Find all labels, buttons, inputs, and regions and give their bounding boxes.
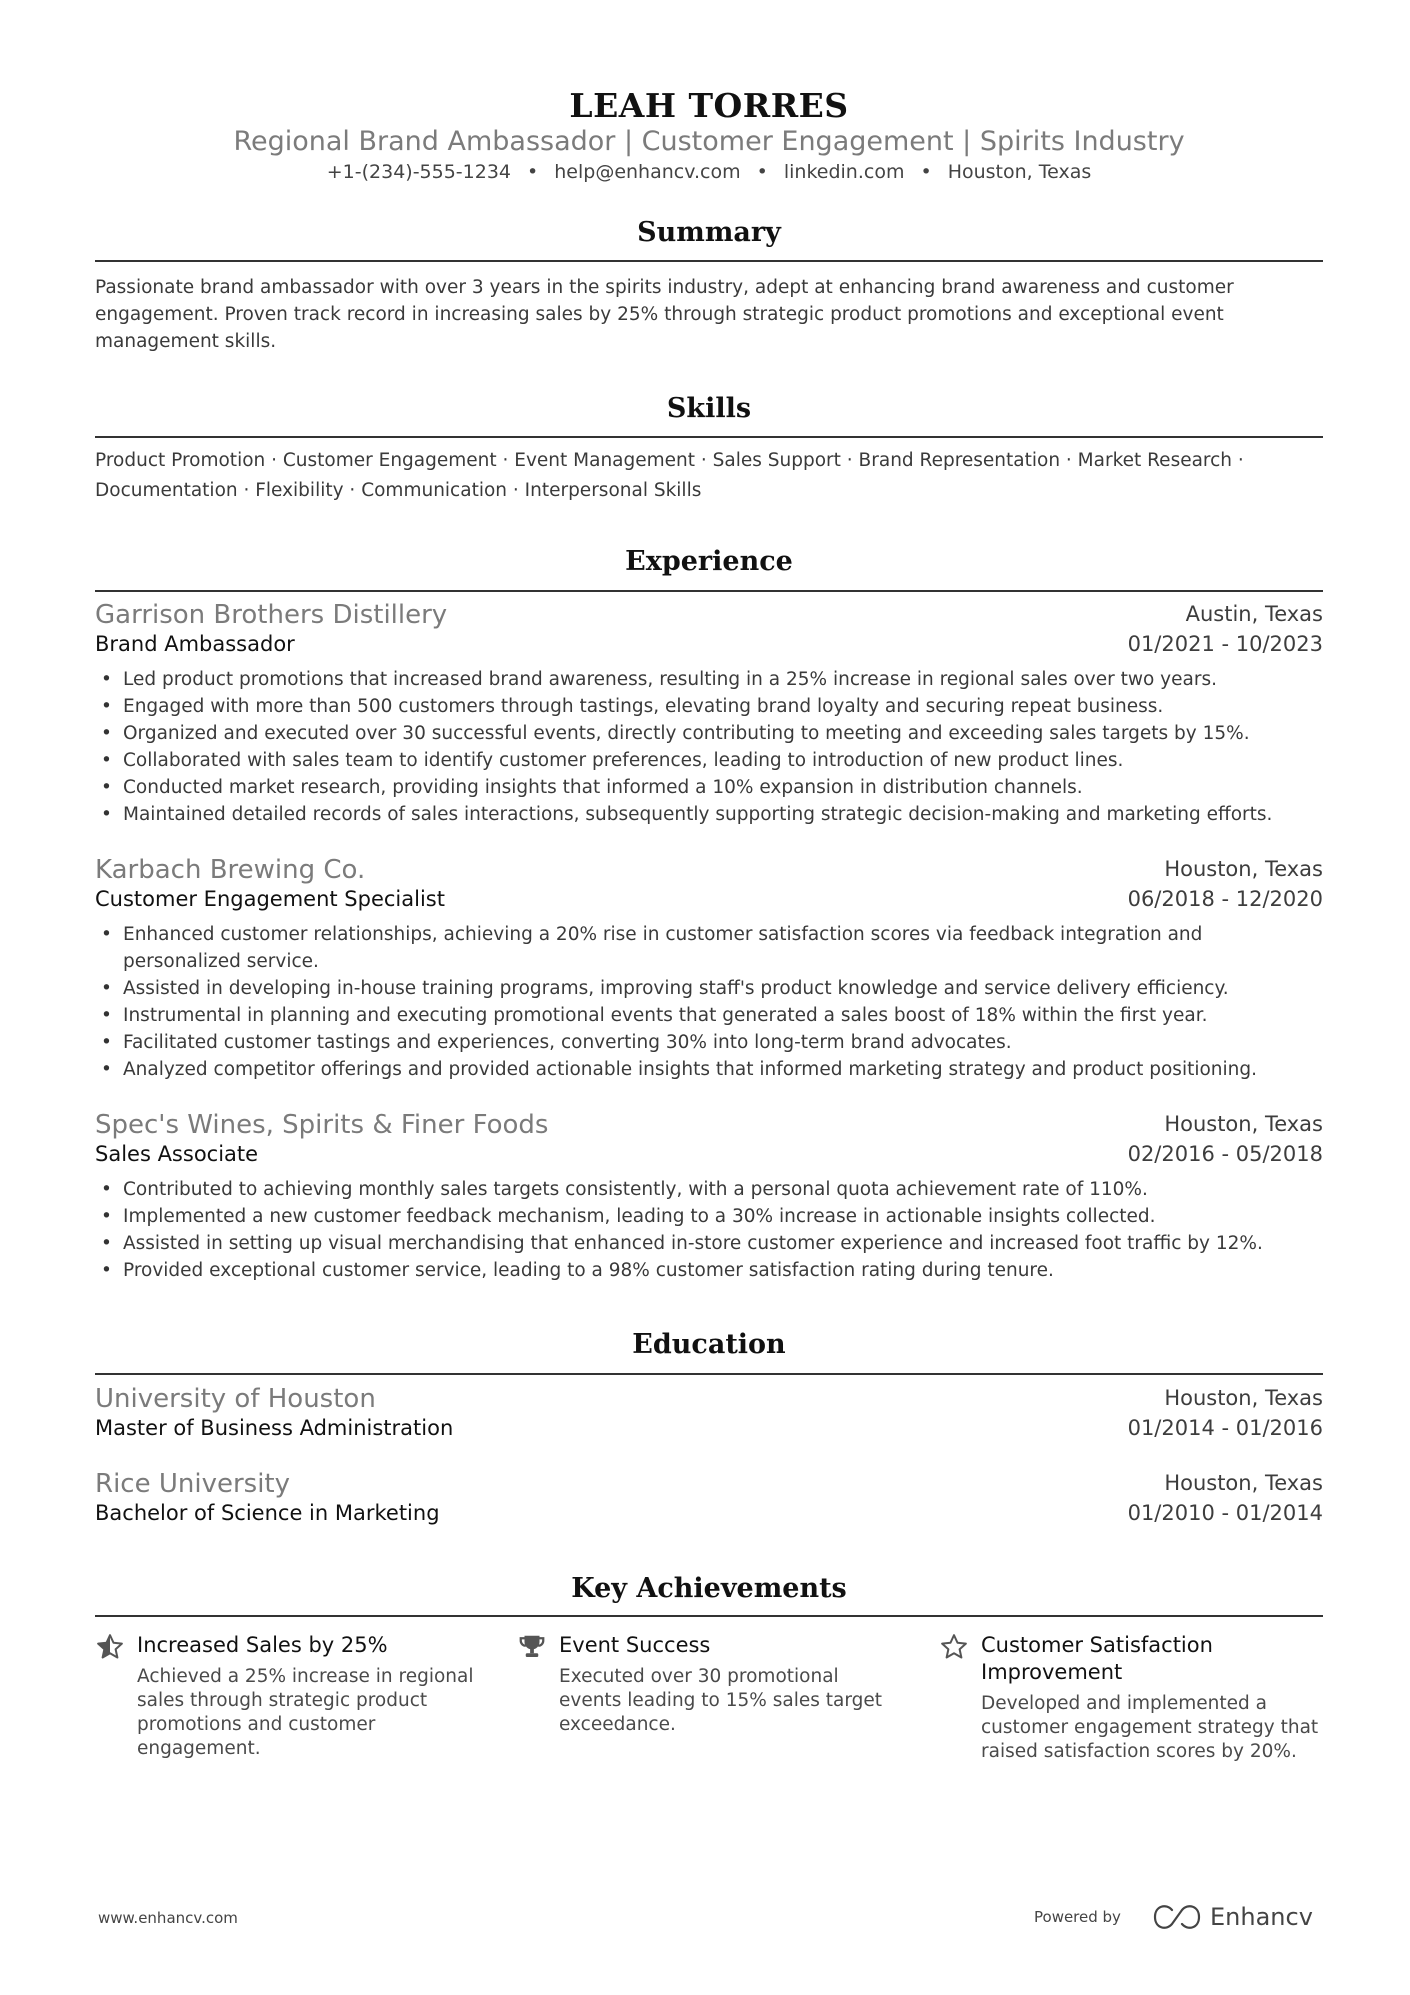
- powered-by-label: Powered by: [1034, 1908, 1121, 1926]
- bullet: • Enhanced customer relationships, achieving a 20% rise in customer satisfaction scores via feedback integration and personalized service.: [95, 921, 1323, 975]
- skills-list: [95, 446, 1323, 506]
- achievement-desc: Executed over 30 promotional events leading to 15% sales target exceedance.: [559, 1666, 883, 1735]
- company-name: Garrison Brothers Distillery: [95, 600, 448, 630]
- skills-line-1: Product Promotion · Customer Engagement · Event Management · Sales Support · Brand Representation · Market Research ·: [95, 450, 1244, 471]
- school-dates: 01/2010 - 01/2014: [1127, 1501, 1323, 1525]
- job-dates: 02/2016 - 05/2018: [1127, 1142, 1323, 1166]
- bullet: • Contributed to achieving monthly sales targets consistently, with a personal quota achievement rate of 110%.: [95, 1176, 1323, 1203]
- enhancv-brand[interactable]: Enhancv: [1210, 1903, 1313, 1931]
- skills-title: Skills: [666, 393, 752, 424]
- summary-text: Passionate brand ambassador with over 3 years in the spirits industry, adept at enhancing brand awareness and customer engagement. Proven track record in increasing sales by 25% through strategic product promotions and exceptional event management skills.: [95, 277, 1234, 352]
- school-name: University of Houston: [95, 1384, 376, 1414]
- skills-line-2: Documentation · Flexibility · Communication · Interpersonal Skills: [95, 480, 702, 501]
- email[interactable]: help@enhancv.com: [554, 161, 741, 183]
- bullet: • Organized and executed over 30 successful events, directly contributing to meeting and exceeding sales targets by 15%.: [95, 720, 1323, 747]
- job-entry: [95, 855, 1323, 1083]
- school-name: Rice University: [95, 1469, 290, 1499]
- experience-divider: [95, 590, 1323, 592]
- achievement-item: [95, 1632, 475, 1761]
- bullet: • Engaged with more than 500 customers through tastings, elevating brand loyalty and securing repeat business.: [95, 693, 1323, 720]
- bullet: • Assisted in setting up visual merchandising that enhanced in-store customer experience and increased foot traffic by 12%.: [95, 1230, 1323, 1257]
- bullet: • Assisted in developing in-house training programs, improving staff's product knowledge and service delivery efficiency.: [95, 975, 1323, 1002]
- job-dates: 01/2021 - 10/2023: [1127, 632, 1323, 656]
- job-dates: 06/2018 - 12/2020: [1127, 887, 1323, 911]
- job-location: Houston, Texas: [1164, 857, 1323, 881]
- degree: Master of Business Administration: [95, 1416, 454, 1440]
- achievement-desc: Developed and implemented a customer engagement strategy that raised satisfaction scores by 20%.: [981, 1693, 1319, 1762]
- achievement-title: Increased Sales by 25%: [137, 1633, 388, 1657]
- achievement-desc: Achieved a 25% increase in regional sales through strategic product promotions and customer engagement.: [137, 1666, 474, 1759]
- summary-divider: [95, 260, 1323, 262]
- job-location: Austin, Texas: [1185, 602, 1323, 626]
- achievement-title: Customer Satisfaction Improvement: [981, 1633, 1213, 1684]
- star-outline-icon: [939, 1632, 969, 1662]
- bullet: • Instrumental in planning and executing promotional events that generated a sales boost of 18% within the first year.: [95, 1002, 1323, 1029]
- company-name: Spec's Wines, Spirits & Finer Foods: [95, 1110, 549, 1140]
- achievement-item: [939, 1632, 1319, 1764]
- achievement-item: [517, 1632, 897, 1737]
- job-role: Brand Ambassador: [95, 632, 295, 656]
- bullet: • Facilitated customer tastings and experiences, converting 30% into long-term brand advocates.: [95, 1029, 1323, 1056]
- school-location: Houston, Texas: [1164, 1471, 1323, 1495]
- trophy-icon: [517, 1632, 547, 1662]
- bullet: • Led product promotions that increased brand awareness, resulting in a 25% increase in regional sales over two years.: [95, 666, 1323, 693]
- job-role: Customer Engagement Specialist: [95, 887, 445, 911]
- bullet: • Maintained detailed records of sales interactions, subsequently supporting strategic decision-making and marketing efforts.: [95, 801, 1323, 828]
- company-name: Karbach Brewing Co.: [95, 855, 366, 885]
- school-dates: 01/2014 - 01/2016: [1127, 1416, 1323, 1440]
- experience-title: Experience: [625, 546, 793, 577]
- linkedin-link[interactable]: linkedin.com: [783, 161, 905, 183]
- job-entry: [95, 600, 1323, 828]
- job-bullets: [95, 666, 1323, 828]
- location: Houston, Texas: [947, 161, 1092, 183]
- education-entry: [95, 1469, 1323, 1533]
- bullet: • Conducted market research, providing insights that informed a 10% expansion in distribution channels.: [95, 774, 1323, 801]
- candidate-name: LEAH TORRES: [569, 86, 849, 125]
- degree: Bachelor of Science in Marketing: [95, 1501, 440, 1525]
- job-location: Houston, Texas: [1164, 1112, 1323, 1136]
- bullet: • Implemented a new customer feedback mechanism, leading to a 30% increase in actionable insights collected.: [95, 1203, 1323, 1230]
- job-entry: [95, 1110, 1323, 1284]
- enhancv-logo-icon: [1152, 1904, 1202, 1930]
- phone[interactable]: +1-(234)-555-1234: [326, 161, 512, 183]
- headline: Regional Brand Ambassador | Customer Engagement | Spirits Industry: [233, 126, 1185, 157]
- contact-line: +1-(234)-555-1234 • help@enhancv.com • linkedin.com • Houston, Texas: [326, 161, 1092, 183]
- job-bullets: [95, 921, 1323, 1083]
- education-entry: [95, 1384, 1323, 1448]
- job-bullets: [95, 1176, 1323, 1284]
- star-half-icon: [95, 1632, 125, 1662]
- skills-divider: [95, 436, 1323, 438]
- bullet: • Provided exceptional customer service, leading to a 98% customer satisfaction rating during tenure.: [95, 1257, 1323, 1284]
- achievement-title: Event Success: [559, 1633, 711, 1657]
- school-location: Houston, Texas: [1164, 1386, 1323, 1410]
- job-role: Sales Associate: [95, 1142, 259, 1166]
- achievements-divider: [95, 1615, 1323, 1617]
- education-title: Education: [632, 1329, 786, 1360]
- education-divider: [95, 1373, 1323, 1375]
- footer-website[interactable]: www.enhancv.com: [98, 1909, 238, 1927]
- summary-title: Summary: [637, 217, 781, 248]
- bullet: • Collaborated with sales team to identify customer preferences, leading to introduction of new product lines.: [95, 747, 1323, 774]
- bullet: • Analyzed competitor offerings and provided actionable insights that informed marketing strategy and product positioning.: [95, 1056, 1323, 1083]
- footer-branding: [1034, 1900, 1334, 1934]
- achievements-title: Key Achievements: [571, 1573, 847, 1604]
